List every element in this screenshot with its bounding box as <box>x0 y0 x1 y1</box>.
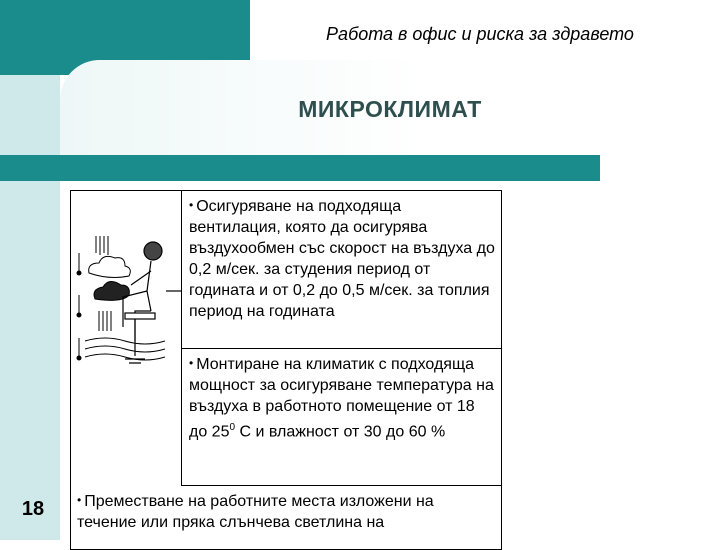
cloud-icon <box>89 256 131 300</box>
bullet-text: Осигуряване на подходяща вентилация, която да осигурява въздухообмен със скорост на въздуха до 0,2 м/сек. за студения период от годината и от 0,2 до 0,5 м/сек. за топлия период на годината <box>189 198 495 320</box>
left-accent-strip <box>0 75 60 540</box>
seated-office-worker-icon <box>123 242 181 363</box>
slide-title: МИКРОКЛИМАТ <box>298 96 482 122</box>
slide-subtitle: Работа в офис и риска за здравето <box>326 24 634 44</box>
thermometer-icon <box>77 253 81 360</box>
bullet-text-end: С и влажност от 30 до 60 % <box>235 423 446 441</box>
illustration-cell <box>71 191 182 486</box>
degree-superscript: 0 <box>229 422 236 433</box>
slide-number: 18 <box>21 498 45 520</box>
bullet-text: Преместване на работните места изложени на течение или пряка слънчева светлина на <box>77 493 434 531</box>
wind-icon <box>85 338 165 360</box>
bullet-air-conditioner <box>181 349 502 486</box>
bullet-symbol: • <box>189 356 194 370</box>
bullet-symbol: • <box>189 198 194 212</box>
title-divider-bar <box>0 155 600 181</box>
office-climate-illustration <box>71 191 181 486</box>
bullet-ventilation <box>181 191 502 349</box>
bullet-text-start: Монтиране на климатик с подходяща мощност за осигуряване температура на въздуха в работното помещение от 18 до 25 <box>189 356 494 441</box>
bullet-workplace-relocation <box>71 486 501 533</box>
content-table <box>70 190 502 550</box>
bullet-symbol: • <box>77 493 82 507</box>
